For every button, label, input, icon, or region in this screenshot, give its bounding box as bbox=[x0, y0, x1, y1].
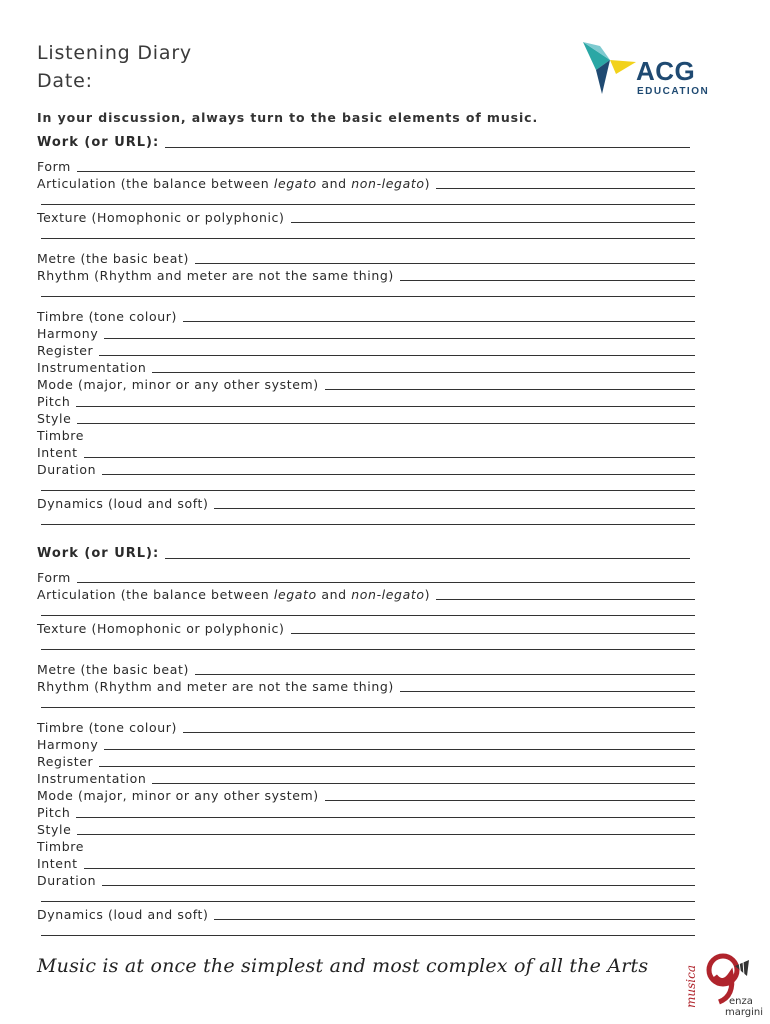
duration-field[interactable] bbox=[37, 461, 695, 477]
timbre-tone-field[interactable] bbox=[37, 308, 695, 324]
intent-field[interactable] bbox=[37, 444, 695, 460]
articulation-field[interactable] bbox=[37, 175, 695, 191]
pitch-label: Pitch bbox=[37, 805, 71, 820]
duration-field[interactable] bbox=[37, 872, 695, 888]
duration-label: Duration bbox=[37, 873, 97, 888]
texture-label: Texture (Homophonic or polyphonic) bbox=[37, 210, 285, 225]
acg-logo-text: ACG bbox=[636, 56, 696, 86]
form-label: Form bbox=[37, 570, 71, 585]
acg-logo-education: EDUCATION bbox=[637, 86, 710, 97]
style-field[interactable] bbox=[37, 410, 695, 426]
instrumentation-field[interactable] bbox=[37, 770, 695, 786]
work-url-label: Work (or URL): bbox=[37, 135, 160, 150]
mode-label: Mode (major, minor or any other system) bbox=[37, 788, 319, 803]
pitch-field[interactable] bbox=[37, 393, 695, 409]
musica-senza-margini-logo-icon bbox=[684, 946, 764, 1018]
footer-quote: Music is at once the simplest and most complex of all the Arts bbox=[37, 955, 649, 977]
mode-field[interactable] bbox=[37, 787, 695, 803]
blank-line[interactable] bbox=[41, 296, 695, 297]
articulation-label: Articulation (the balance between legato and non-legato) bbox=[37, 176, 431, 191]
blank-line[interactable] bbox=[41, 204, 695, 205]
form-field[interactable] bbox=[37, 569, 695, 585]
blank-line[interactable] bbox=[41, 238, 695, 239]
texture-field[interactable] bbox=[37, 209, 695, 225]
blank-line[interactable] bbox=[41, 935, 695, 936]
register-field[interactable] bbox=[37, 753, 695, 769]
instrumentation-label: Instrumentation bbox=[37, 771, 147, 786]
articulation-field[interactable] bbox=[37, 586, 695, 602]
timbre-tone-label: Timbre (tone colour) bbox=[37, 720, 177, 735]
work-url-field[interactable] bbox=[37, 134, 690, 150]
dynamics-field[interactable] bbox=[37, 906, 695, 922]
instrumentation-label: Instrumentation bbox=[37, 360, 147, 375]
intent-label: Intent bbox=[37, 445, 78, 460]
work-url-label: Work (or URL): bbox=[37, 546, 160, 561]
instrumentation-field[interactable] bbox=[37, 359, 695, 375]
duration-label: Duration bbox=[37, 462, 97, 477]
blank-line[interactable] bbox=[41, 615, 695, 616]
texture-field[interactable] bbox=[37, 620, 695, 636]
mode-field[interactable] bbox=[37, 376, 695, 392]
date-label: Date: bbox=[37, 70, 93, 92]
svg-text:enza: enza bbox=[729, 996, 753, 1007]
intent-field[interactable] bbox=[37, 855, 695, 871]
diary-title: Listening Diary bbox=[37, 42, 192, 64]
style-label: Style bbox=[37, 822, 72, 837]
blank-line[interactable] bbox=[41, 707, 695, 708]
texture-label: Texture (Homophonic or polyphonic) bbox=[37, 621, 285, 636]
register-field[interactable] bbox=[37, 342, 695, 358]
form-field[interactable] bbox=[37, 158, 695, 174]
svg-text:musica: musica bbox=[684, 965, 698, 1008]
blank-line[interactable] bbox=[41, 649, 695, 650]
harmony-field[interactable] bbox=[37, 736, 695, 752]
dynamics-label: Dynamics (loud and soft) bbox=[37, 496, 209, 511]
register-label: Register bbox=[37, 754, 94, 769]
svg-text:margini: margini bbox=[725, 1007, 764, 1018]
articulation-label: Articulation (the balance between legato and non-legato) bbox=[37, 587, 431, 602]
dynamics-label: Dynamics (loud and soft) bbox=[37, 907, 209, 922]
mode-label: Mode (major, minor or any other system) bbox=[37, 377, 319, 392]
blank-line[interactable] bbox=[41, 901, 695, 902]
harmony-label: Harmony bbox=[37, 737, 99, 752]
timbre-field bbox=[37, 427, 695, 443]
metre-label: Metre (the basic beat) bbox=[37, 251, 189, 266]
pitch-label: Pitch bbox=[37, 394, 71, 409]
register-label: Register bbox=[37, 343, 94, 358]
rhythm-field[interactable] bbox=[37, 678, 695, 694]
rhythm-label: Rhythm (Rhythm and meter are not the same thing) bbox=[37, 268, 394, 283]
blank-line[interactable] bbox=[41, 524, 695, 525]
work-url-field[interactable] bbox=[37, 545, 690, 561]
harmony-field[interactable] bbox=[37, 325, 695, 341]
style-field[interactable] bbox=[37, 821, 695, 837]
timbre-tone-field[interactable] bbox=[37, 719, 695, 735]
rhythm-field[interactable] bbox=[37, 267, 695, 283]
blank-line[interactable] bbox=[41, 490, 695, 491]
dynamics-field[interactable] bbox=[37, 495, 695, 511]
metre-label: Metre (the basic beat) bbox=[37, 662, 189, 677]
timbre-tone-label: Timbre (tone colour) bbox=[37, 309, 177, 324]
harmony-label: Harmony bbox=[37, 326, 99, 341]
timbre-field bbox=[37, 838, 695, 854]
style-label: Style bbox=[37, 411, 72, 426]
rhythm-label: Rhythm (Rhythm and meter are not the same thing) bbox=[37, 679, 394, 694]
pitch-field[interactable] bbox=[37, 804, 695, 820]
timbre-label: Timbre bbox=[37, 428, 84, 443]
metre-field[interactable] bbox=[37, 250, 695, 266]
intent-label: Intent bbox=[37, 856, 78, 871]
form-label: Form bbox=[37, 159, 71, 174]
timbre-label: Timbre bbox=[37, 839, 84, 854]
metre-field[interactable] bbox=[37, 661, 695, 677]
intro-text: In your discussion, always turn to the basic elements of music. bbox=[37, 110, 539, 125]
